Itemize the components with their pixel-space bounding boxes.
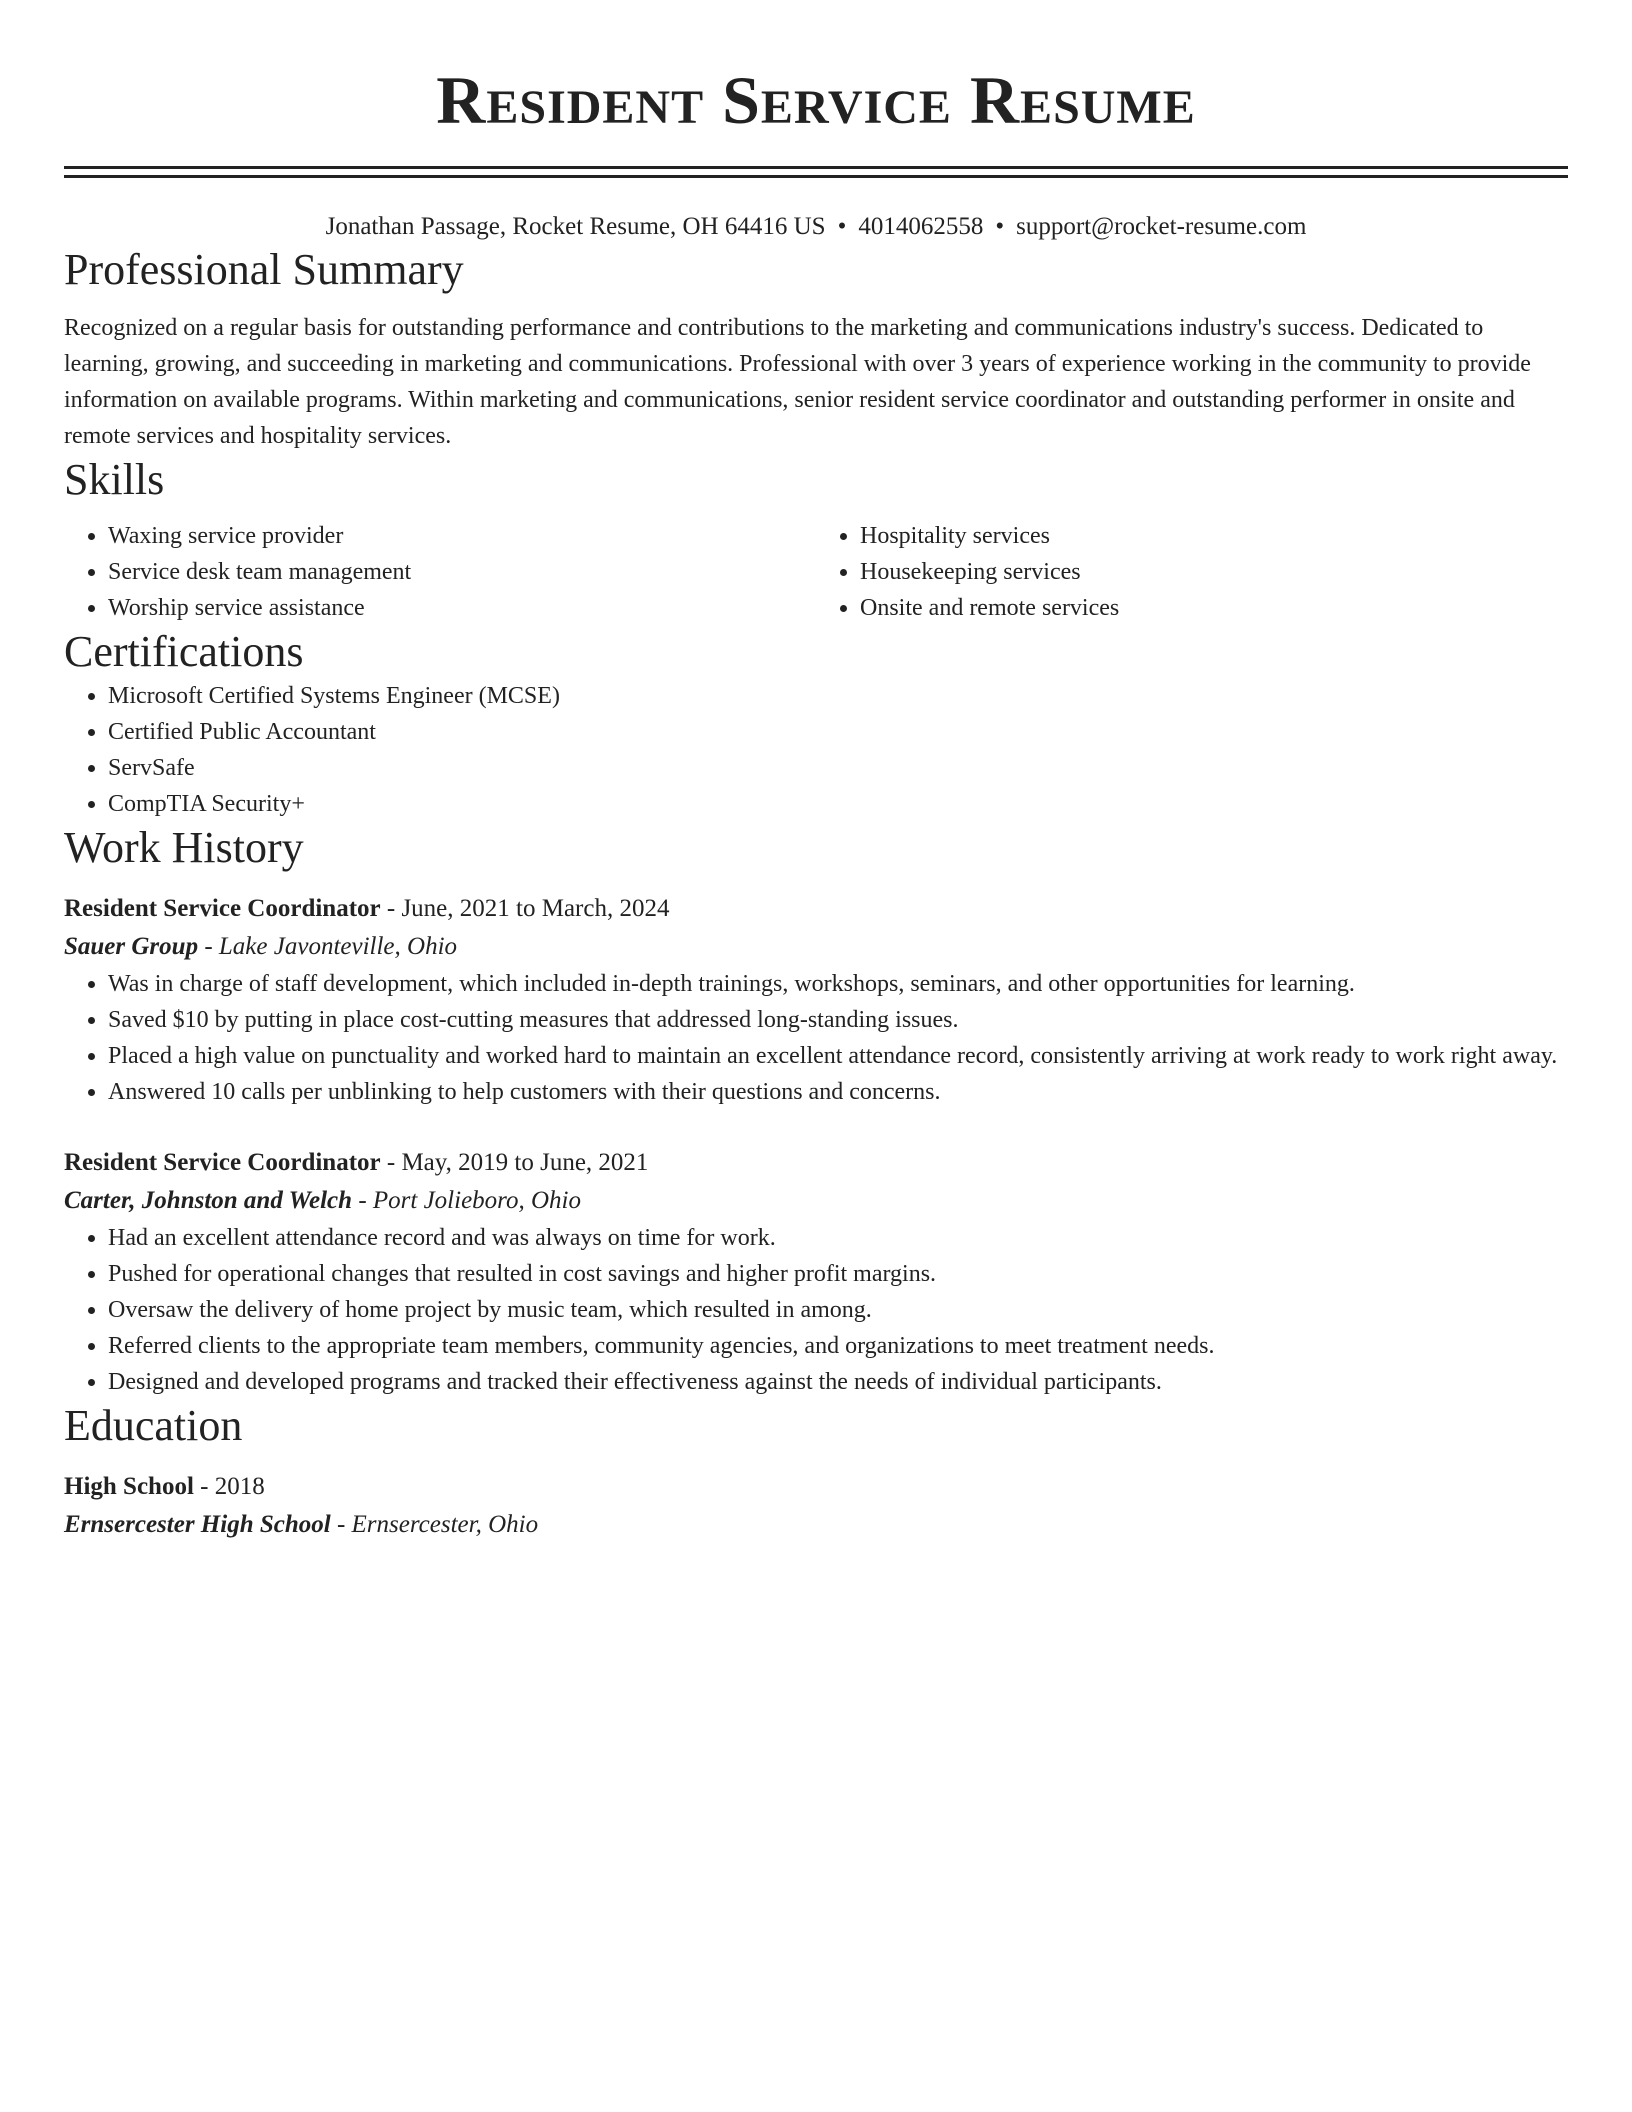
certification-item: • Microsoft Certified Systems Engineer (MCSE) bbox=[108, 678, 1568, 714]
job-bullet: • Designed and developed programs and tracked their effectiveness against the needs of individual participants. bbox=[108, 1364, 1568, 1400]
job-bullet: • Answered 10 calls per unblinking to help customers with their questions and concerns. bbox=[108, 1074, 1568, 1110]
job-title: Resident Service Coordinator bbox=[64, 895, 381, 922]
job-company-line bbox=[64, 1182, 1568, 1220]
skill-item: • Housekeeping services bbox=[860, 554, 1568, 590]
summary-heading: Professional Summary bbox=[64, 245, 464, 294]
job-bullet: • Oversaw the delivery of home project by music team, which resulted in among. bbox=[108, 1292, 1568, 1328]
education-school: Ernsercester High School bbox=[64, 1511, 331, 1538]
skill-item: • Onsite and remote services bbox=[860, 590, 1568, 626]
job-dates: - June, 2021 to March, 2024 bbox=[380, 895, 670, 922]
contact-phone: 4014062558 bbox=[858, 213, 984, 240]
job-bullet: • Was in charge of staff development, which included in-depth trainings, workshops, seminars, and other opportunities for learning. bbox=[108, 966, 1568, 1002]
title-divider-bottom bbox=[64, 175, 1568, 178]
skills-columns bbox=[64, 518, 1568, 626]
job-bullet: • Placed a high value on punctuality and worked hard to maintain an excellent attendance record, consistently arriving at work ready to work right away. bbox=[108, 1038, 1568, 1074]
contact-separator: • bbox=[837, 213, 847, 240]
job-location: - Lake Javonteville, Ohio bbox=[198, 933, 458, 960]
job-company: Sauer Group bbox=[64, 933, 199, 960]
job-title-line bbox=[64, 1144, 1568, 1182]
summary-text: Recognized on a regular basis for outstanding performance and contributions to the marketing and communications industry's success. Dedicated to learning, growing, and succeeding in marketing and communications. Professional with over 3 years of experience working in the community to provide information on available programs. Within marketing and communications, senior resident service coordinator and outstanding performer in onsite and remote services and hospitality services. bbox=[64, 315, 1531, 449]
job-entry bbox=[64, 1144, 1568, 1400]
education-heading: Education bbox=[64, 1401, 243, 1450]
education-location: - Ernsercester, Ohio bbox=[330, 1511, 539, 1538]
skill-item: • Service desk team management bbox=[108, 554, 816, 590]
job-bullet: • Saved $10 by putting in place cost-cutting measures that addressed long-standing issues. bbox=[108, 1002, 1568, 1038]
education-year: - 2018 bbox=[193, 1473, 265, 1500]
skill-item: • Waxing service provider bbox=[108, 518, 816, 554]
contact-address: Jonathan Passage, Rocket Resume, OH 64416 US bbox=[325, 213, 826, 240]
education-school-line bbox=[64, 1506, 1568, 1544]
certifications-list bbox=[64, 678, 1568, 822]
skills-heading: Skills bbox=[64, 455, 165, 504]
skills-list-left bbox=[64, 518, 816, 626]
certifications-heading: Certifications bbox=[64, 627, 304, 676]
job-title-line bbox=[64, 890, 1568, 928]
job-dates: - May, 2019 to June, 2021 bbox=[380, 1149, 649, 1176]
certification-item: • ServSafe bbox=[108, 750, 1568, 786]
education-degree-line bbox=[64, 1468, 1568, 1506]
job-company-line bbox=[64, 928, 1568, 966]
job-bullets bbox=[64, 1220, 1568, 1400]
resume-title: Resident Service Resume bbox=[436, 62, 1196, 138]
job-location: - Port Jolieboro, Ohio bbox=[352, 1187, 581, 1214]
job-company: Carter, Johnston and Welch bbox=[64, 1187, 353, 1214]
certification-item: • Certified Public Accountant bbox=[108, 714, 1568, 750]
skill-item: • Hospitality services bbox=[860, 518, 1568, 554]
job-entry bbox=[64, 890, 1568, 1110]
skills-list-right bbox=[816, 518, 1568, 626]
job-bullets bbox=[64, 966, 1568, 1110]
certification-item: • CompTIA Security+ bbox=[108, 786, 1568, 822]
job-bullet: • Referred clients to the appropriate team members, community agencies, and organizations to meet treatment needs. bbox=[108, 1328, 1568, 1364]
work-history-heading: Work History bbox=[64, 823, 304, 872]
contact-email: support@rocket-resume.com bbox=[1016, 213, 1307, 240]
job-bullet: • Had an excellent attendance record and was always on time for work. bbox=[108, 1220, 1568, 1256]
job-title: Resident Service Coordinator bbox=[64, 1149, 381, 1176]
title-divider-top bbox=[64, 166, 1568, 169]
job-bullet: • Pushed for operational changes that resulted in cost savings and higher profit margins. bbox=[108, 1256, 1568, 1292]
skill-item: • Worship service assistance bbox=[108, 590, 816, 626]
contact-line bbox=[64, 210, 1568, 244]
contact-separator: • bbox=[995, 213, 1005, 240]
education-degree: High School bbox=[64, 1473, 194, 1500]
